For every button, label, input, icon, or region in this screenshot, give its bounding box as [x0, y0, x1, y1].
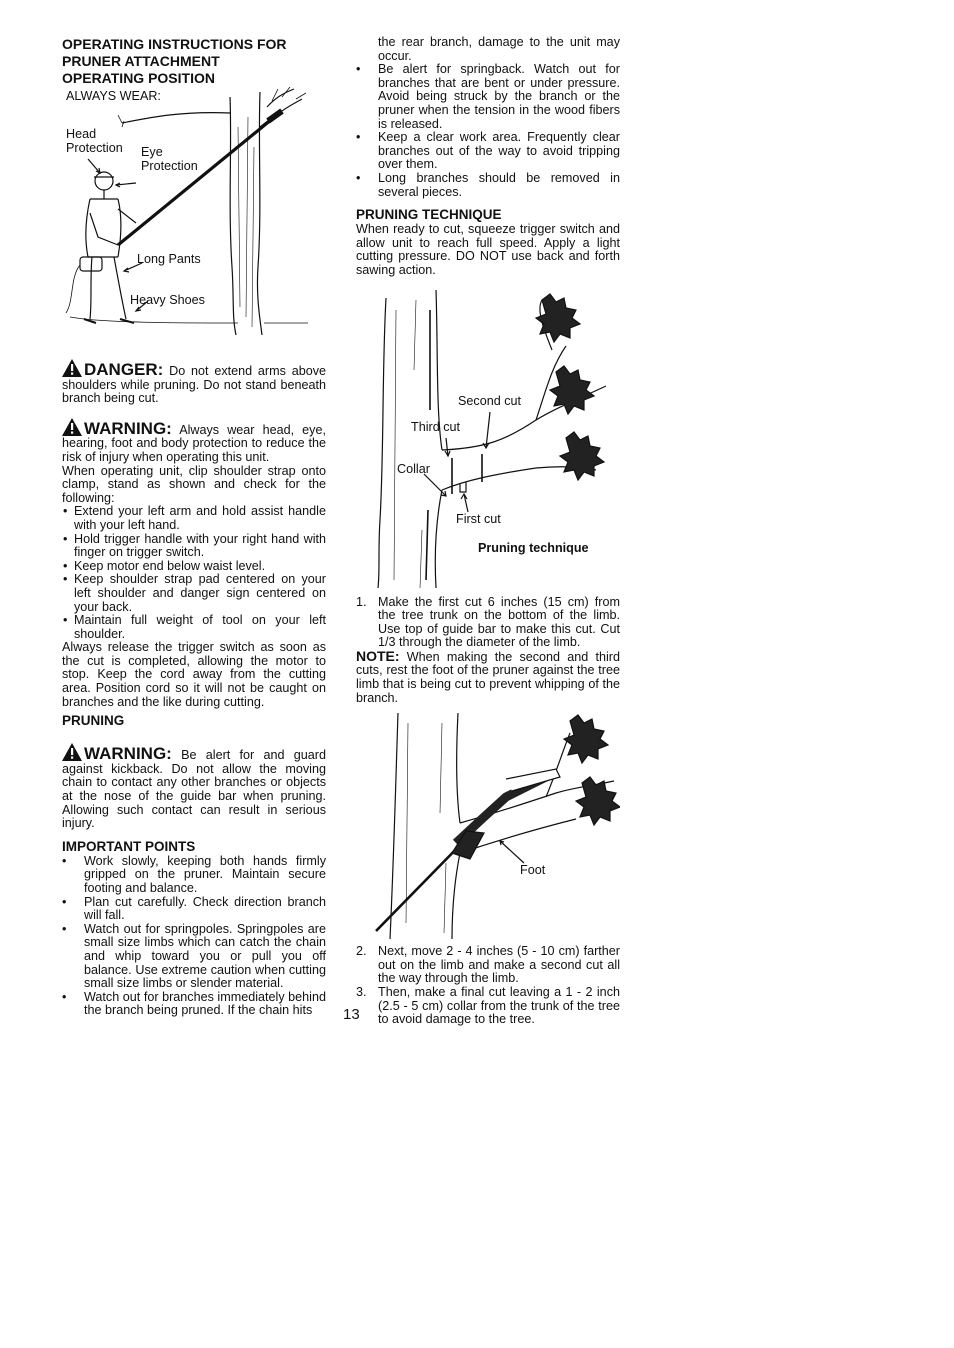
note-word: NOTE: [356, 647, 400, 664]
list-item: • Keep a clear work area. Frequently clear branches out of the way to avoid tripping over them. [356, 131, 620, 172]
warning-text: Always wear head, eye, hearing, foot and body protection to reduce the risk of injury when operating this unit. [62, 422, 326, 464]
list-item: • Maintain full weight of tool on your left shoulder. [62, 614, 326, 641]
warning-word: WARNING: [84, 744, 172, 764]
steps-list-2 [356, 945, 620, 1027]
second-cut-label: Second cut [458, 393, 522, 408]
note-text: NOTE: When making the second and third cuts, rest the foot of the pruner against the tree limb that is being cut to prevent whipping of the branch. [356, 647, 620, 705]
figure-caption: Pruning technique [478, 540, 589, 555]
warning-protection-notice [62, 418, 326, 465]
step-item: 2. Next, move 2 - 4 inches (5 - 10 cm) farther out on the limb and make a second cut all the way through the limb. [356, 945, 620, 986]
step-item: 1. Make the first cut 6 inches (15 cm) from the tree trunk on the bottom of the limb. Use top of guide bar to make this cut. Cut 1/3 through the diameter of the limb. [356, 596, 620, 650]
head-protection-label: Head Protection [66, 127, 123, 155]
important-points-list [62, 855, 326, 1018]
pruning-technique-figure [356, 290, 620, 588]
operating-checklist [62, 505, 326, 641]
warning-triangle-icon [62, 418, 82, 436]
warning-text: Be alert for and guard against kickback. Do not allow the moving chain to contact any other branches or objects at the nose of the guide bar when pruning. Allowing such contact can result in serious injury. [62, 748, 327, 831]
pruning-heading: PRUNING [62, 713, 125, 729]
right-column [356, 36, 620, 1027]
heavy-shoes-label: Heavy Shoes [130, 293, 205, 307]
operating-text: When operating unit, clip shoulder strap onto clamp, stand as shown and check for the following: [62, 463, 326, 505]
technique-text: When ready to cut, squeeze trigger switch and allow unit to reach full speed. Apply a light cutting pressure. DO NOT use back and forth sawing action. [356, 222, 620, 277]
pruner-foot-illustration [356, 713, 620, 939]
section-title: OPERATING INSTRUCTIONS FOR PRUNER ATTACHMENT OPERATING POSITION [62, 36, 287, 86]
continued-text: the rear branch, damage to the unit may occur. [378, 35, 620, 63]
warning-triangle-icon [62, 359, 82, 377]
list-item: • Plan cut carefully. Check direction branch will fall. [62, 896, 326, 923]
danger-word: DANGER: [84, 360, 164, 379]
danger-text: Do not extend arms above shoulders while pruning. Do not stand beneath branch being cut. [62, 364, 327, 406]
release-text: Always release the trigger switch as soon as the cut is completed, allowing the motor to stop. Keep the cord away from the cutting area. Position cord so it will not be caught on branches and the like during cutting. [62, 640, 326, 709]
warning-kickback-notice [62, 743, 326, 831]
list-item: • Watch out for branches immediately behind the branch being pruned. If the chain hits [62, 991, 326, 1018]
third-cut-label: Third cut [411, 419, 460, 434]
first-cut-label: First cut [456, 511, 501, 526]
points-list [356, 63, 620, 199]
list-item: • Extend your left arm and hold assist handle with your left hand. [62, 505, 326, 532]
collar-label: Collar [397, 461, 430, 476]
eye-protection-label: Eye Protection [141, 145, 198, 173]
warning-triangle-icon [62, 743, 82, 761]
page-number: 13 [343, 1006, 360, 1023]
list-item: • Hold trigger handle with your right hand with finger on trigger switch. [62, 533, 326, 560]
long-pants-label: Long Pants [137, 252, 201, 266]
step-item: 3. Then, make a final cut leaving a 1 - 2 inch (2.5 - 5 cm) collar from the trunk of the tree to avoid damage to the tree. [356, 986, 620, 1027]
steps-list-1 [356, 596, 620, 650]
danger-notice [62, 359, 326, 406]
list-item: • Long branches should be removed in several pieces. [356, 172, 620, 199]
left-column [62, 36, 326, 1018]
foot-label: Foot [520, 863, 546, 878]
list-item: • Keep shoulder strap pad centered on your left shoulder and danger sign centered on your back. [62, 573, 326, 614]
important-points-heading: IMPORTANT POINTS [62, 838, 196, 854]
list-item: • Watch out for springpoles. Springpoles are small size limbs which can catch the chain and whip toward you or pull you off balance. Use extreme caution when cutting small size limbs or slender material. [62, 923, 326, 991]
list-item: • Work slowly, keeping both hands firmly gripped on the pruner. Maintain secure footing and balance. [62, 855, 326, 896]
operating-position-figure [62, 87, 326, 341]
list-item: • Be alert for springback. Watch out for branches that are bent or under pressure. Avoid being struck by the branch or the pruner when the tension in the wood fibers is released. [356, 63, 620, 131]
list-item: • Keep motor end below waist level. [62, 560, 326, 574]
pruner-foot-figure [356, 713, 620, 939]
pruning-technique-heading: PRUNING TECHNIQUE [356, 207, 502, 223]
always-wear-label: ALWAYS WEAR: [66, 89, 161, 103]
warning-word: WARNING: [84, 418, 172, 438]
